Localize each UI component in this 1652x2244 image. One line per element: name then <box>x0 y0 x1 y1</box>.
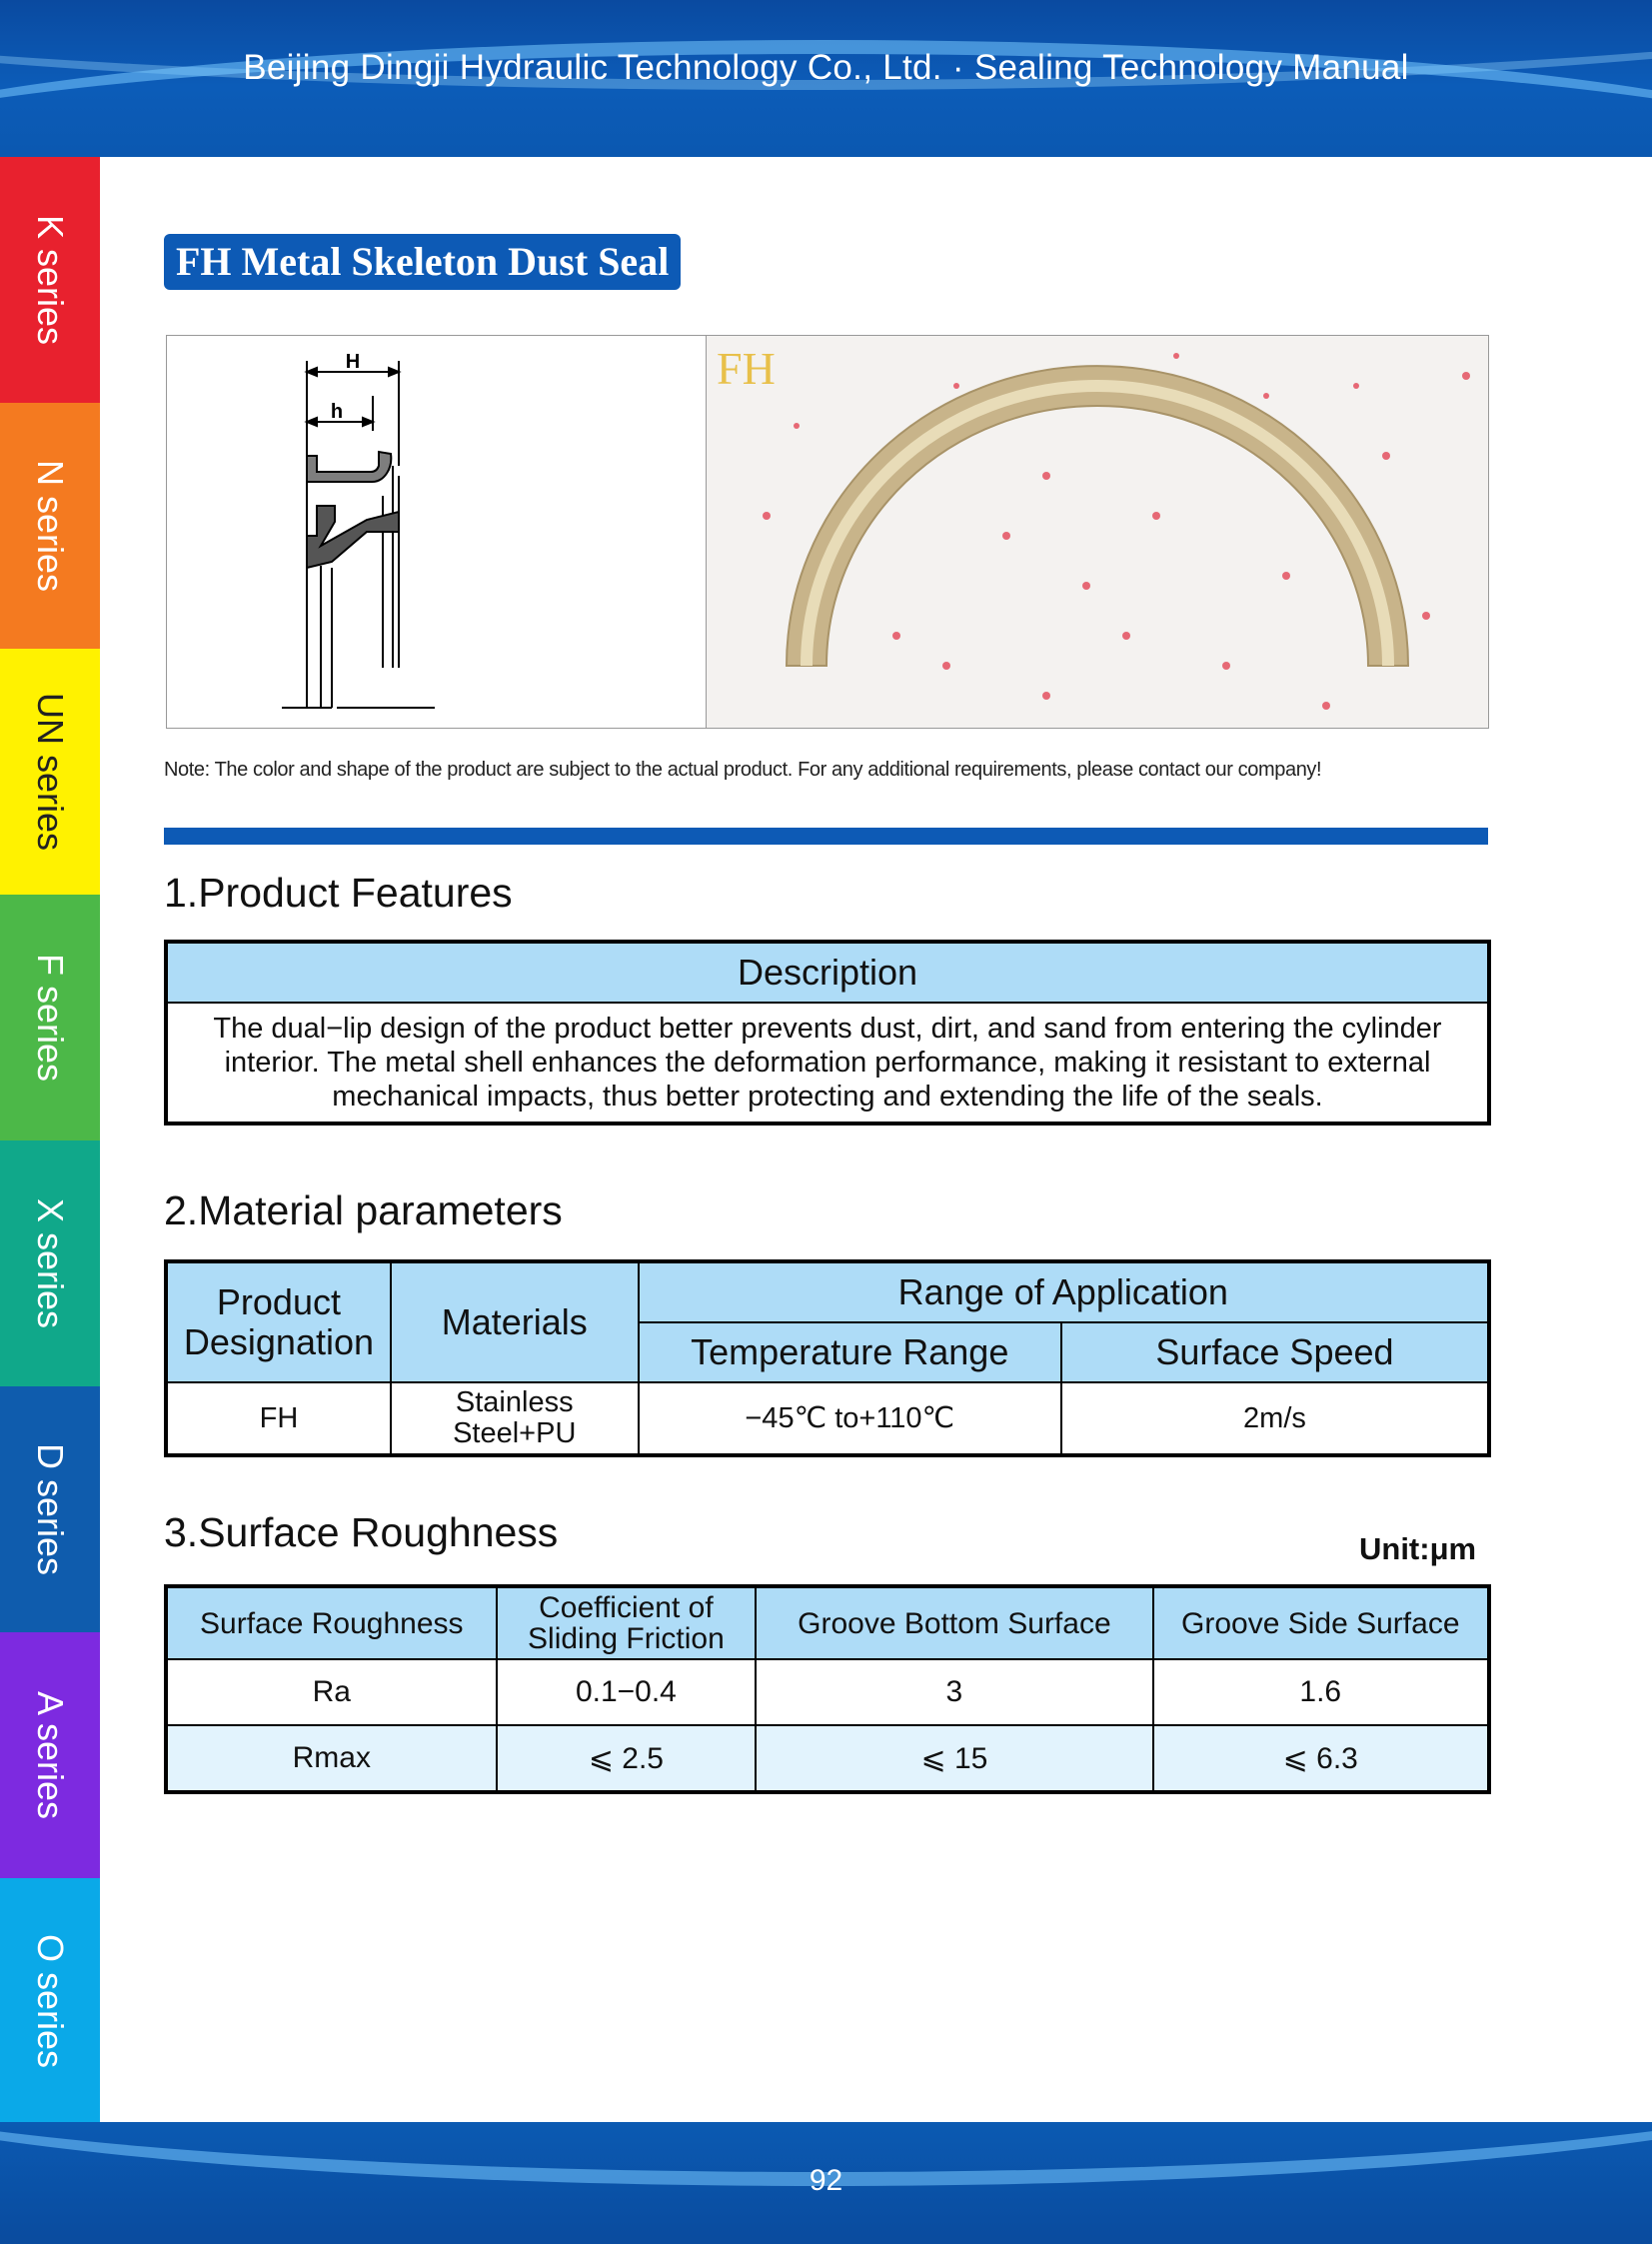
header-groove-side: Groove Side Surface <box>1153 1587 1488 1659</box>
seal-ring-image <box>707 336 1488 728</box>
section-divider <box>164 828 1488 845</box>
header-range: Range of Application <box>639 1262 1488 1322</box>
cell-friction: 0.1−0.4 <box>497 1659 757 1725</box>
cell-groove-side: 1.6 <box>1153 1659 1488 1725</box>
cross-section-drawing <box>166 335 708 729</box>
cell-designation: FH <box>167 1382 391 1454</box>
header-surface-roughness: Surface Roughness <box>167 1587 497 1659</box>
cell-roughness-name: Rmax <box>167 1725 497 1791</box>
product-note: Note: The color and shape of the product are subject to the actual product. For any additional requirements, please contact our company! <box>164 759 1322 781</box>
cell-speed: 2m/s <box>1061 1382 1488 1454</box>
tab-o-series[interactable] <box>0 1878 100 2124</box>
cell-friction: ⩽ 2.5 <box>497 1725 757 1791</box>
series-tabs <box>0 157 100 2124</box>
features-table <box>166 942 1489 1123</box>
cell-temperature: −45℃ to+110℃ <box>639 1382 1061 1454</box>
tab-label: UN series <box>30 692 71 852</box>
dimension-label-inner: h <box>330 401 344 423</box>
roughness-unit: Unit:μm <box>1359 1531 1477 1566</box>
tab-n-series[interactable] <box>0 403 100 649</box>
product-title: FH Metal Skeleton Dust Seal <box>164 234 681 290</box>
tab-label: F series <box>30 953 71 1083</box>
roughness-heading: 3.Surface Roughness <box>164 1509 559 1555</box>
material-table <box>166 1261 1489 1455</box>
tab-label: K series <box>30 214 71 346</box>
cell-materials: Stainless Steel+PU <box>391 1382 639 1454</box>
features-table-header: Description <box>167 943 1488 1003</box>
tab-label: O series <box>30 1933 71 2069</box>
tab-un-series[interactable] <box>0 649 100 895</box>
header-designation: Product Designation <box>167 1262 391 1382</box>
cell-groove-bottom: 3 <box>756 1659 1152 1725</box>
page-number: 92 <box>809 2164 843 2197</box>
features-heading: 1.Product Features <box>164 870 513 916</box>
tab-label: X series <box>30 1197 71 1329</box>
product-photo <box>706 335 1489 729</box>
table-row <box>167 1659 1488 1725</box>
tab-d-series[interactable] <box>0 1386 100 1632</box>
tab-a-series[interactable] <box>0 1632 100 1878</box>
header-groove-bottom: Groove Bottom Surface <box>756 1587 1152 1659</box>
header-speed: Surface Speed <box>1061 1322 1488 1382</box>
cell-groove-side: ⩽ 6.3 <box>1153 1725 1488 1791</box>
table-row <box>167 1725 1488 1791</box>
header-temperature: Temperature Range <box>639 1322 1061 1382</box>
roughness-table <box>166 1586 1489 1792</box>
page-footer <box>0 2122 1652 2244</box>
tab-label: A series <box>30 1690 71 1820</box>
tab-k-series[interactable] <box>0 157 100 403</box>
header-materials: Materials <box>391 1262 639 1382</box>
seal-profile-drawing <box>167 336 707 728</box>
photo-label: FH <box>717 343 776 394</box>
tab-f-series[interactable] <box>0 895 100 1140</box>
tab-label: N series <box>30 459 71 593</box>
features-description: The dual−lip design of the product better prevents dust, dirt, and sand from entering the cylinder interior. The metal shell enhances the deformation performance, making it resistant to external mechanical impacts, thus better protecting and extending the life of the seals. <box>167 1003 1488 1122</box>
tab-label: D series <box>30 1442 71 1576</box>
header-friction: Coefficient of Sliding Friction <box>497 1587 757 1659</box>
material-heading: 2.Material parameters <box>164 1187 563 1233</box>
header-title: Beijing Dingji Hydraulic Technology Co., Ltd. · Sealing Technology Manual <box>243 48 1409 87</box>
page-header <box>0 0 1652 157</box>
cell-roughness-name: Ra <box>167 1659 497 1725</box>
cell-groove-bottom: ⩽ 15 <box>756 1725 1152 1791</box>
tab-x-series[interactable] <box>0 1140 100 1386</box>
dimension-label-outer: H <box>345 351 361 373</box>
